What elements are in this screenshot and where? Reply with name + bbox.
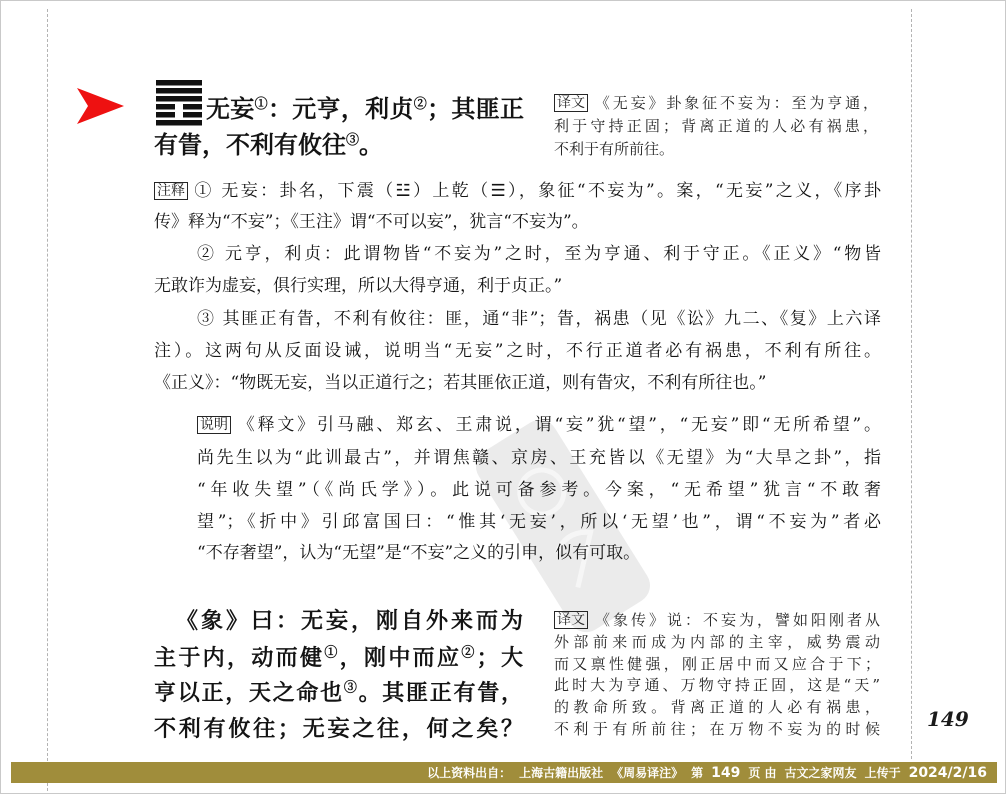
hexagram-statement-line-1 [206, 95, 524, 123]
banner-page-number: 149 [711, 764, 741, 781]
notes-line-5: ③ 其匪正有眚，不利有攸往：匪，通“非”；眚，祸患（见《讼》九二、《复》上六译 [197, 309, 881, 329]
translation-bottom-line-4: 此时大为亨通、万物守持正固，这是“天” [554, 676, 880, 694]
explanation-line-4: 望”；《折中》引邱富国曰：“惟其‘无妄’，所以‘无望’也”，谓“不妄为”者必 [197, 512, 881, 532]
statement-text: ：元亨，利贞 [267, 94, 414, 123]
left-margin-line [47, 9, 48, 791]
note-marker: ③ [346, 133, 360, 148]
notes-line-2: 传》释为“不妄”；《王注》谓“不可以妄”，犹言“不妄为”。 [154, 212, 589, 232]
note-marker: ② [413, 97, 428, 112]
xiang-line-2 [154, 645, 523, 671]
translation-bottom-line-3: 而又禀性健强，刚正居中而又应合于下； [554, 655, 880, 673]
notes-line-6: 注）。这两句从反面设诫，说明当“无妄”之时，不行正道者必有祸患，不利有所往。 [154, 341, 881, 361]
page-number: 149 [927, 707, 969, 731]
wuwang-hexagram-icon [156, 80, 202, 126]
xiang-line-4: 不利有攸往；无妄之往，何之矣？ [154, 716, 523, 742]
note-marker: ③ [343, 680, 359, 696]
translation-top-line-1 [554, 94, 878, 112]
statement-text: 无妄 [206, 94, 255, 123]
xiang-text: 亨以正，天之命也 [154, 680, 344, 706]
xiang-line-1: 《象》曰：无妄，刚自外来而为 [176, 608, 523, 634]
source-banner [11, 762, 997, 783]
notes-text: ① 无妄：卦名，下震（☳）上乾（☰），象征“不妄为”。案，“无妄”之义，《序卦 [192, 181, 881, 201]
explanation-label: 说明 [197, 416, 231, 434]
banner-upload-prefix: 上传于 [864, 766, 901, 780]
xiang-text: 主于内，动而健 [154, 645, 325, 671]
red-arrow-icon [77, 87, 125, 125]
translation-bottom-line-5: 的教命所致。背离正道的人必有祸患， [554, 698, 880, 716]
explanation-line-3: “年收失望”（《尚氏学》）。此说可备参考。今案，“无希望”犹言“不敢奢 [197, 480, 881, 500]
translation-text: 《象传》说：不妄为，譬如阳刚者从 [592, 611, 880, 629]
banner-page-suffix: 页 由 [748, 766, 777, 780]
xiang-line-3 [154, 680, 523, 706]
banner-book-title: 《周易译注》 [611, 766, 684, 780]
translation-text: 《无妄》卦象征不妄为：至为亨通， [592, 94, 878, 112]
notes-line-4: 无敢诈为虚妄，俱行实理，所以大得亨通，利于贞正。” [154, 276, 563, 296]
banner-uploader: 古文之家网友 [784, 766, 857, 780]
xiang-text: ；大 [476, 645, 523, 671]
notes-line-7: 《正义》：“物既无妄，当以正道行之；若其匪依正道，则有眚灾，不利有所往也。” [154, 373, 767, 393]
statement-text: ；其匪正 [427, 94, 525, 123]
translation-label: 译文 [554, 94, 588, 112]
xiang-text: ，刚中而应 [339, 645, 462, 671]
notes-line-1 [154, 181, 881, 201]
hexagram-statement-line-2 [154, 131, 383, 159]
banner-upload-date: 2024/2/16 [908, 764, 987, 781]
explanation-text: 《释文》引马融、郑玄、王肃说，谓“妄”犹“望”，“无妄”即“无所希望”。 [235, 415, 881, 435]
banner-source-prefix: 以上资料出自： [427, 766, 512, 780]
translation-label: 译文 [554, 611, 588, 629]
translation-bottom-line-2: 外部前来而成为内部的主宰，威势震动 [554, 633, 880, 651]
translation-top-line-2: 利于守持正固；背离正道的人必有祸患， [554, 117, 878, 135]
note-marker: ① [254, 97, 268, 112]
banner-page-prefix: 第 [691, 766, 704, 780]
statement-text: 有眚，不利有攸往 [154, 130, 346, 159]
statement-text: 。 [359, 130, 384, 159]
translation-top-line-3: 不利于有所前往。 [554, 140, 675, 158]
explanation-line-5: “不存奢望”，认为“无望”是“不妄”之义的引申，似有可取。 [197, 543, 641, 563]
notes-line-3: ② 元亨，利贞：此谓物皆“不妄为”之时，至为亨通、利于守正。《正义》“物皆 [197, 244, 881, 264]
right-margin-line [911, 9, 912, 759]
note-marker: ① [324, 645, 340, 661]
translation-bottom-line-6: 不利于有所前往；在万物不妄为的时候 [554, 720, 880, 738]
explanation-line-2: 尚先生以为“此训最古”，并谓焦赣、京房、王充皆以《无望》为“大旱之卦”，指 [197, 448, 881, 468]
notes-label: 注释 [154, 182, 188, 200]
banner-publisher: 上海古籍出版社 [519, 766, 604, 780]
note-marker: ② [461, 645, 477, 661]
explanation-line-1 [197, 415, 881, 436]
translation-bottom-line-1 [554, 611, 880, 629]
xiang-text: 。其匪正有眚， [358, 680, 523, 706]
